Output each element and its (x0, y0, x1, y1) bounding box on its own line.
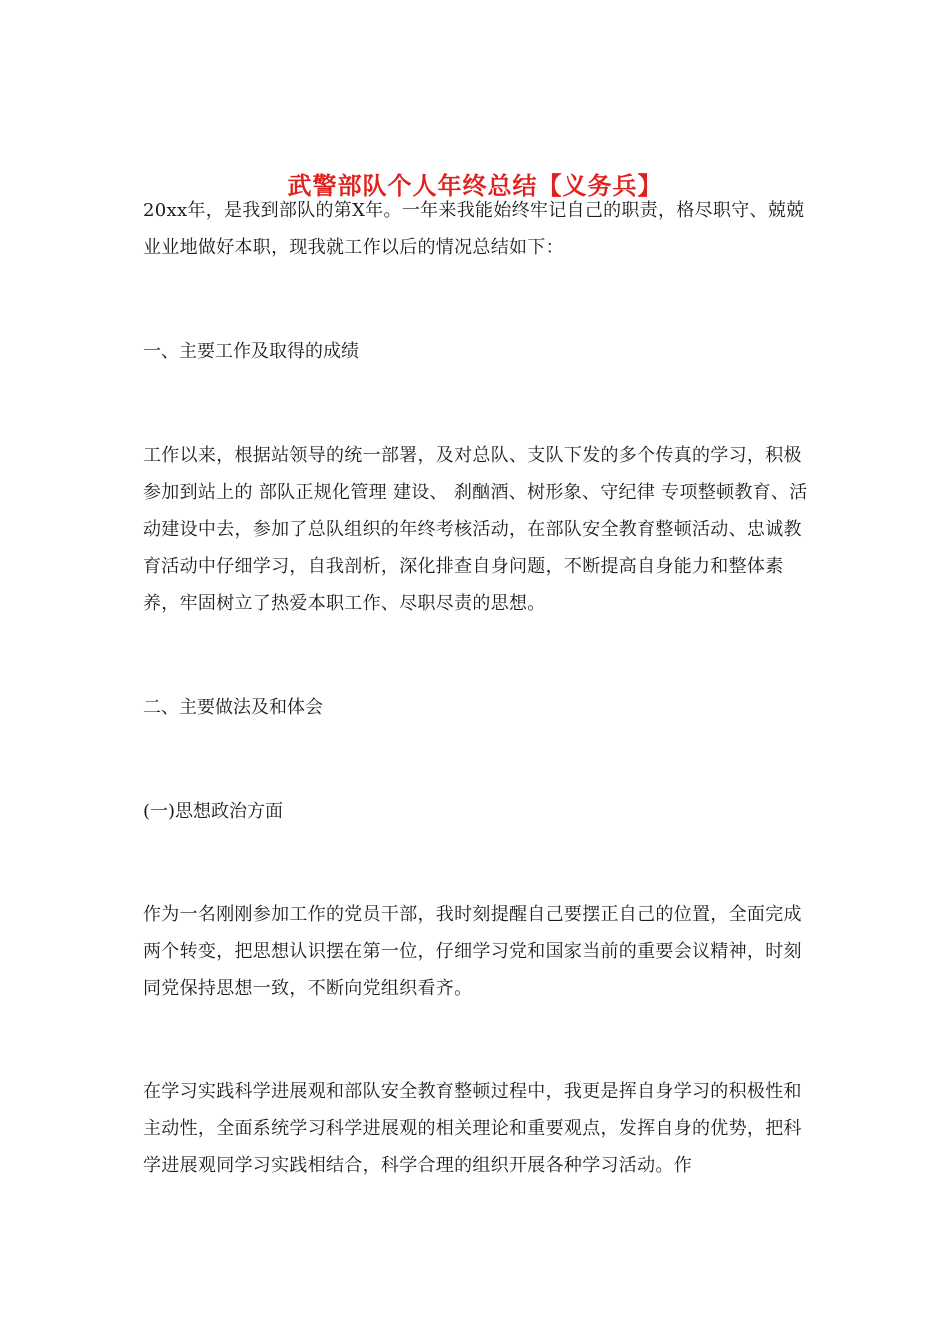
subsection-1-paragraph-2: 在学习实践科学进展观和部队安全教育整顿过程中，我更是挥自身学习的积极性和主动性，全面系统学习科学进展观的相关理论和重要观点，发挥自身的优势，把科学进展观同学习实践相结合，科学合理的组织开展各种学习活动。作 (143, 1081, 802, 1176)
subsection-1-paragraph-1: 作为一名刚刚参加工作的党员干部，我时刻提醒自己要摆正自己的位置，全面完成两个转变，把思想认识摆在第一位，仔细学习党和国家当前的重要会议精神，时刻同党保持思想一致，不断向党组织看齐。 (143, 904, 802, 999)
section-2-heading: 二、主要做法及和体会 (143, 697, 323, 718)
section-1-heading: 一、主要工作及取得的成绩 (143, 341, 359, 362)
subsection-1-heading: (一)思想政治方面 (143, 801, 284, 822)
section-1-paragraph: 工作以来，根据站领导的统一部署，及对总队、支队下发的多个传真的学习，积极参加到站上的 部队正规化管理 建设、 刹酗酒、树形象、守纪律 专项整顿教育、活动建设中去，参加了总队组织的年终考核活动，在部队安全教育整顿活动、忠诚教育活动中仔细学习，自我剖析，深化排查自身问题，不断提高自身能力和整体素养，牢固树立了热爱本职工作、尽职尽责的思想。 (143, 445, 808, 614)
intro-paragraph: 20xx年，是我到部队的第X年。一年来我能始终牢记自己的职责，格尽职守、兢兢业业地做好本职，现我就工作以后的情况总结如下： (143, 200, 805, 258)
document-title: 武警部队个人年终总结【义务兵】 (287, 171, 663, 201)
